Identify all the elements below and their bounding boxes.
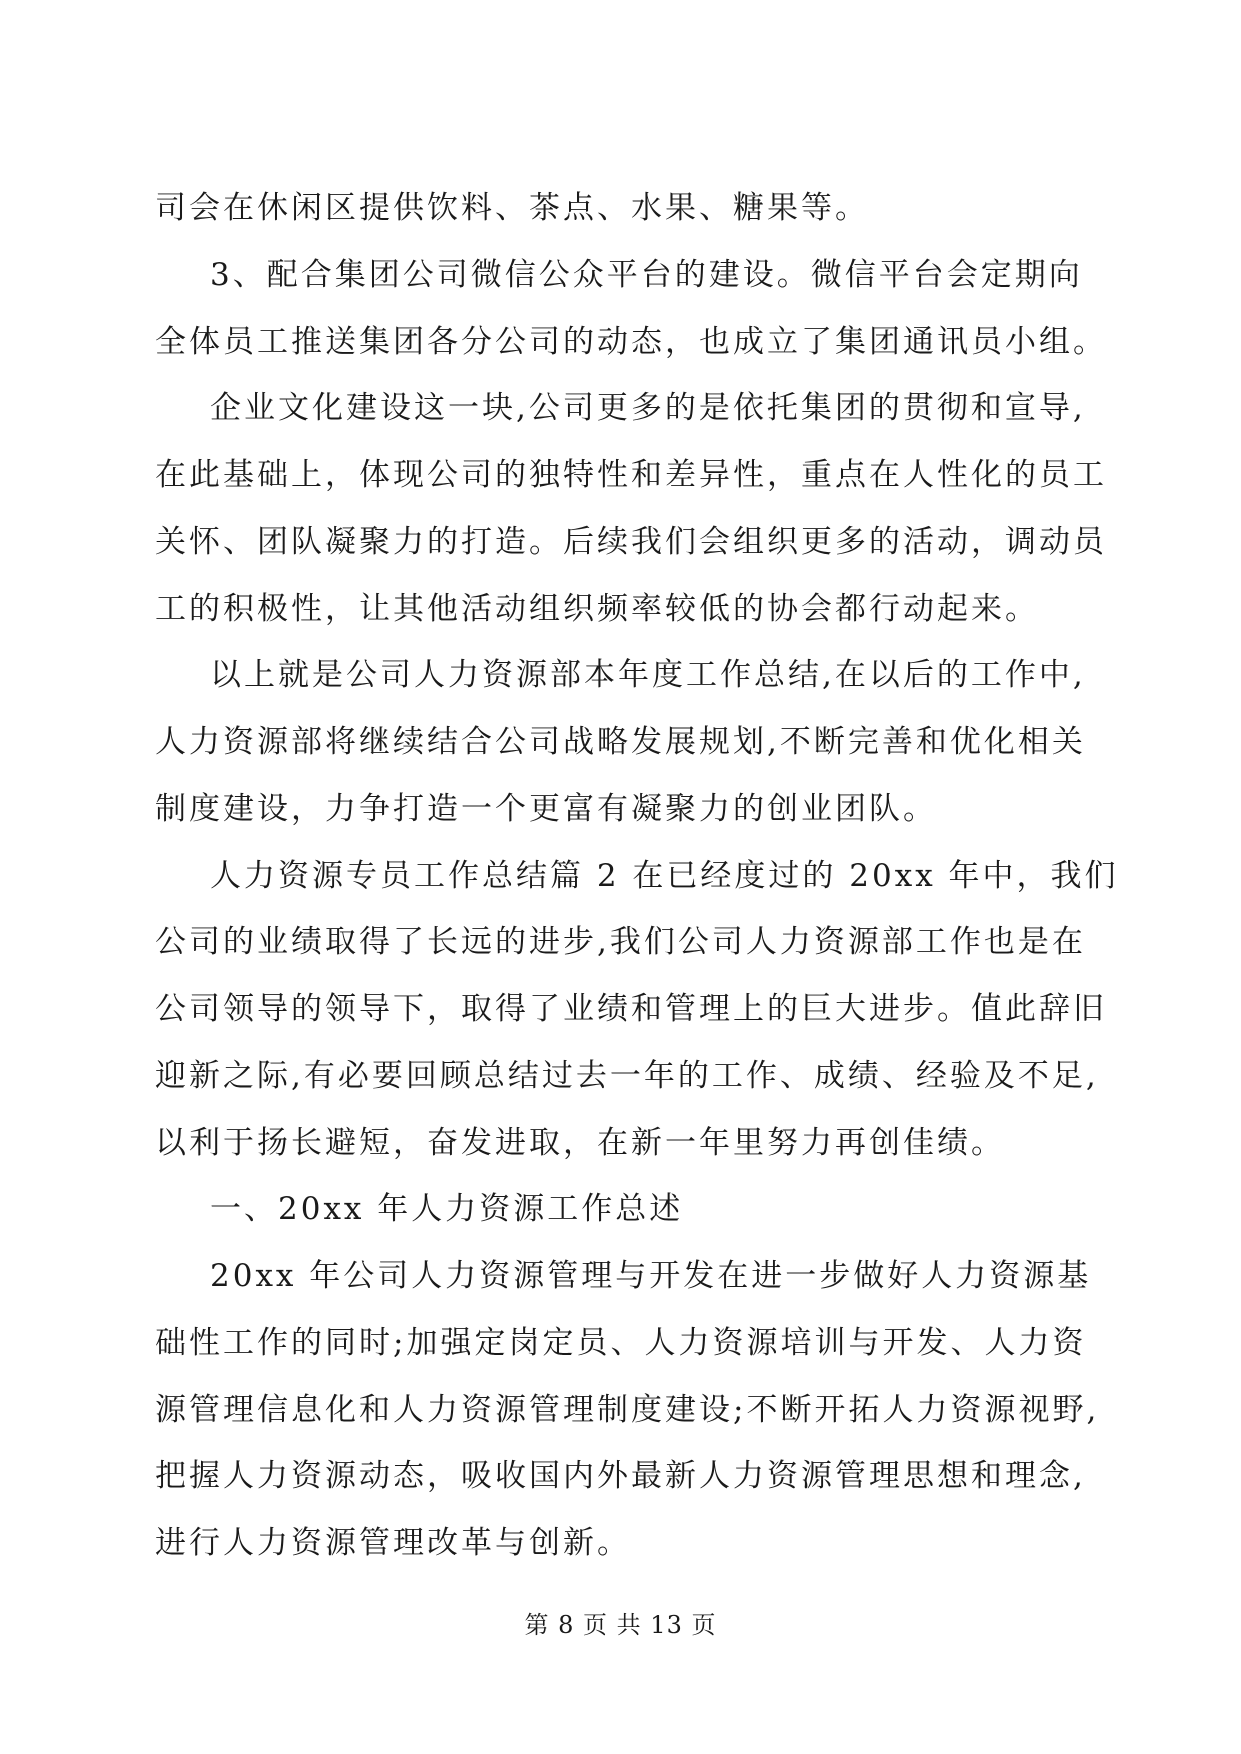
paragraph-line: 以上就是公司人力资源部本年度工作总结,在以后的工作中, — [210, 657, 1086, 693]
paragraph-line: 全体员工推送集团各分公司的动态，也成立了集团通讯员小组。 — [155, 324, 1107, 360]
section-heading: 一、20xx 年人力资源工作总述 — [210, 1191, 684, 1227]
paragraph-line: 3、配合集团公司微信公众平台的建设。微信平台会定期向 — [210, 257, 1083, 293]
page-number-footer: 第 8 页 共 13 页 — [524, 1611, 717, 1639]
paragraph-line: 20xx 年公司人力资源管理与开发在进一步做好人力资源基 — [210, 1258, 1092, 1294]
paragraph-line: 以利于扬长避短，奋发进取，在新一年里努力再创佳绩。 — [155, 1125, 1005, 1161]
paragraph-line: 企业文化建设这一块,公司更多的是依托集团的贯彻和宣导, — [210, 390, 1086, 426]
paragraph-line: 司会在休闲区提供饮料、茶点、水果、糖果等。 — [155, 190, 869, 226]
paragraph-line: 人力资源专员工作总结篇 2 在已经度过的 20xx 年中，我们 — [210, 858, 1119, 894]
paragraph-line: 在此基础上，体现公司的独特性和差异性，重点在人性化的员工 — [155, 457, 1107, 493]
paragraph-line: 公司的业绩取得了长远的进步,我们公司人力资源部工作也是在 — [155, 924, 1086, 960]
paragraph-line: 关怀、团队凝聚力的打造。后续我们会组织更多的活动，调动员 — [155, 524, 1107, 560]
paragraph-line: 人力资源部将继续结合公司战略发展规划,不断完善和优化相关 — [155, 724, 1086, 760]
paragraph-line: 制度建设，力争打造一个更富有凝聚力的创业团队。 — [155, 791, 937, 827]
paragraph-line: 工的积极性，让其他活动组织频率较低的协会都行动起来。 — [155, 591, 1039, 627]
paragraph-line: 公司领导的领导下，取得了业绩和管理上的巨大进步。值此辞旧 — [155, 991, 1107, 1027]
paragraph-line: 迎新之际,有必要回顾总结过去一年的工作、成绩、经验及不足, — [155, 1058, 1099, 1094]
paragraph-line: 础性工作的同时;加强定岗定员、人力资源培训与开发、人力资 — [155, 1325, 1087, 1361]
paragraph-line: 源管理信息化和人力资源管理制度建设;不断开拓人力资源视野, — [155, 1392, 1100, 1428]
paragraph-line: 进行人力资源管理改革与创新。 — [155, 1525, 631, 1561]
paragraph-line: 把握人力资源动态，吸收国内外最新人力资源管理思想和理念, — [155, 1458, 1086, 1494]
